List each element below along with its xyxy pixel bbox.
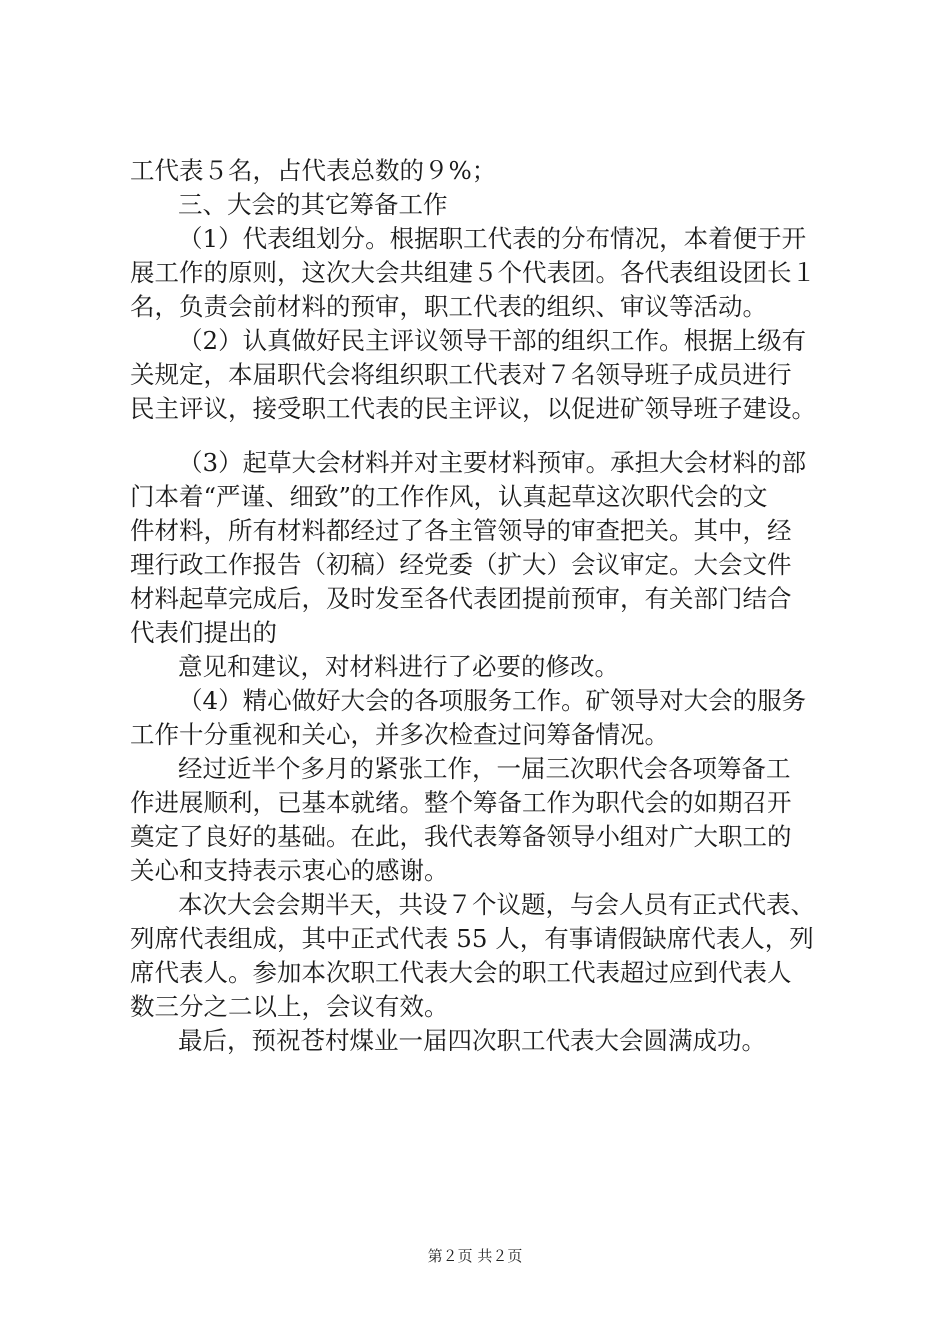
body-line: 件材料，所有材料都经过了各主管领导的审查把关。其中，经 — [130, 516, 792, 545]
body-line: 意见和建议，对材料进行了必要的修改。 — [178, 652, 619, 681]
body-line: 代表们提出的 — [130, 618, 277, 647]
body-line: 数三分之二以上，会议有效。 — [130, 992, 449, 1021]
body-line: 经过近半个多月的紧张工作，一届三次职代会各项筹备工 — [178, 754, 791, 783]
body-line: 作进展顺利，已基本就绪。整个筹备工作为职代会的如期召开 — [130, 788, 792, 817]
body-line: （4）精心做好大会的各项服务工作。矿领导对大会的服务 — [178, 686, 807, 715]
section-heading: 三、大会的其它筹备工作 — [178, 190, 448, 219]
body-line: 民主评议，接受职工代表的民主评议，以促进矿领导班子建设。 — [130, 394, 816, 423]
body-line: 奠定了良好的基础。在此，我代表筹备领导小组对广大职工的 — [130, 822, 792, 851]
body-line: 材料起草完成后，及时发至各代表团提前预审，有关部门结合 — [130, 584, 792, 613]
body-line: （2）认真做好民主评议领导干部的组织工作。根据上级有 — [178, 326, 807, 355]
body-line: 工代表５名，占代表总数的９%； — [130, 156, 497, 185]
body-line: 最后，预祝苍村煤业一届四次职工代表大会圆满成功。 — [178, 1026, 766, 1055]
body-line: 席代表人。参加本次职工代表大会的职工代表超过应到代表人 — [130, 958, 792, 987]
body-line: 本次大会会期半天，共设７个议题，与会人员有正式代表、 — [178, 890, 815, 919]
body-line: 列席代表组成，其中正式代表 55 人，有事请假缺席代表人，列 — [130, 924, 814, 953]
body-line: 展工作的原则，这次大会共组建５个代表团。各代表组设团长１ — [130, 258, 816, 287]
page-number-footer: 第２页 共２页 — [427, 1247, 523, 1265]
body-line: 关心和支持表示衷心的感谢。 — [130, 856, 449, 885]
body-line: 关规定，本届职代会将组织职工代表对７名领导班子成员进行 — [130, 360, 792, 389]
body-line: （3）起草大会材料并对主要材料预审。承担大会材料的部 — [178, 448, 807, 477]
body-line: 工作十分重视和关心，并多次检查过问筹备情况。 — [130, 720, 669, 749]
body-line: 门本着“严谨、细致”的工作作风，认真起草这次职代会的文 — [130, 482, 768, 511]
body-line: 名，负责会前材料的预审，职工代表的组织、审议等活动。 — [130, 292, 767, 321]
body-line: 理行政工作报告（初稿）经党委（扩大）会议审定。大会文件 — [130, 550, 792, 579]
body-line: （1）代表组划分。根据职工代表的分布情况，本着便于开 — [178, 224, 807, 253]
